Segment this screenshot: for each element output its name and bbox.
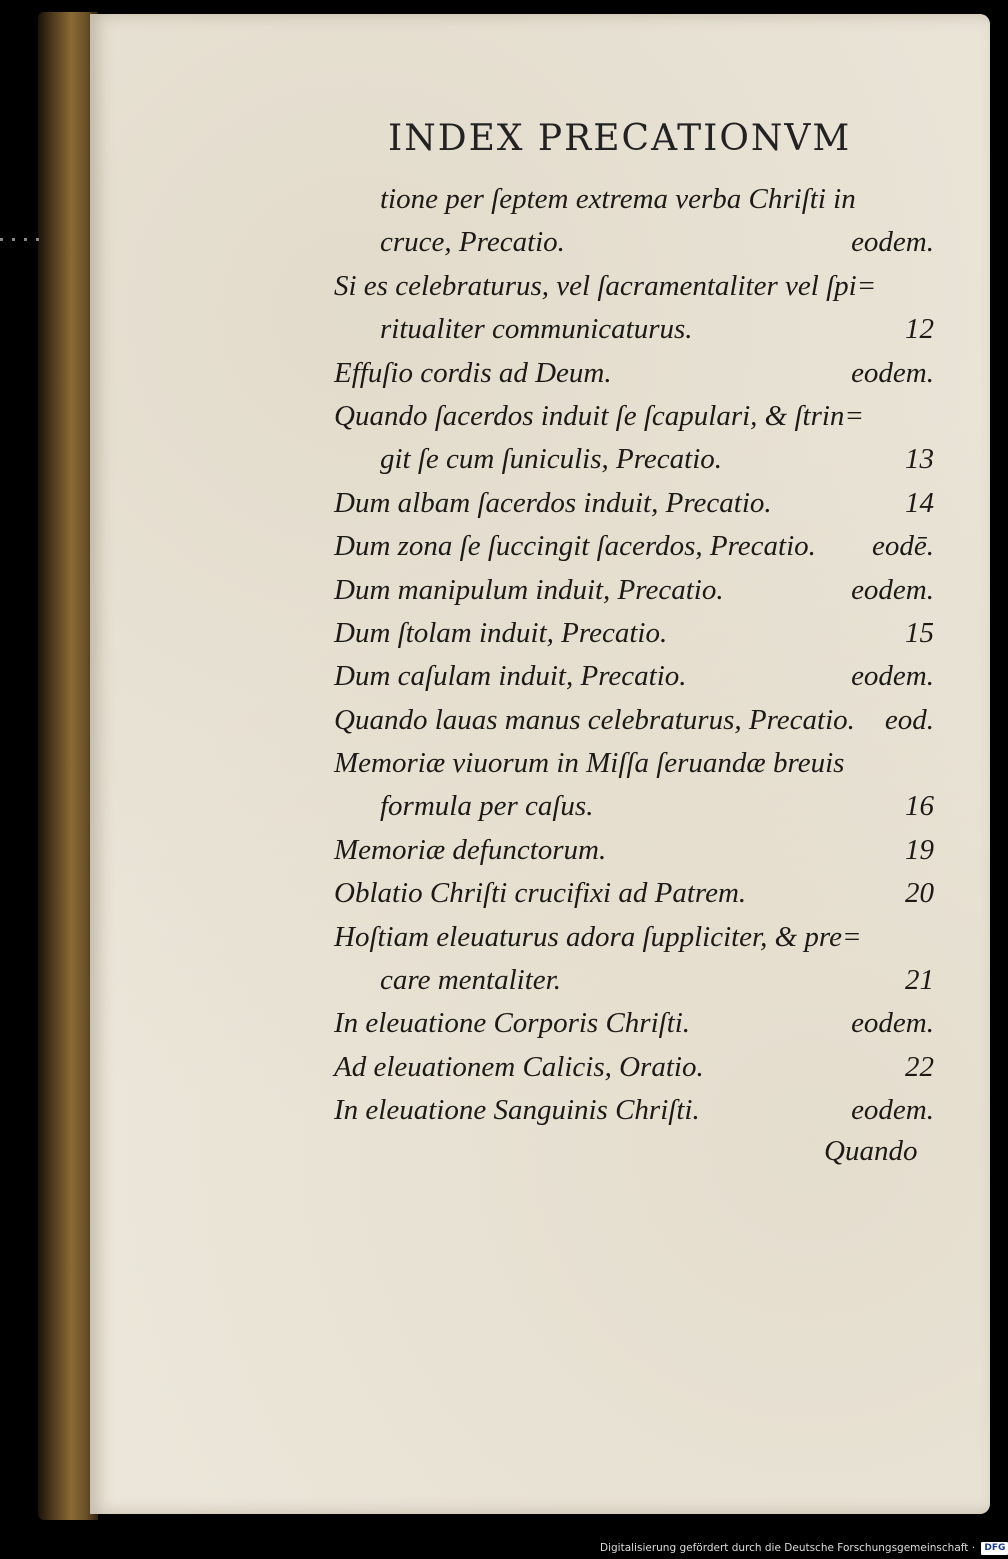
index-entries bbox=[334, 178, 934, 1133]
index-entry bbox=[334, 699, 934, 742]
entry-page: 12 bbox=[905, 313, 934, 346]
scan-marks bbox=[0, 238, 40, 242]
entry-page: 14 bbox=[905, 486, 934, 519]
entry-text: Dum caſulam induit, Precatio. bbox=[334, 660, 687, 693]
entry-text: tione per ſeptem extrema verba Chriſti in bbox=[380, 183, 856, 215]
digitization-footer bbox=[600, 1538, 1006, 1559]
index-entry bbox=[334, 525, 934, 568]
entry-text: care mentaliter. bbox=[380, 964, 561, 997]
index-entry bbox=[334, 308, 934, 351]
entry-text: Quando lauas manus celebraturus, Precatio. bbox=[334, 703, 855, 736]
entry-page: 15 bbox=[905, 616, 934, 649]
entry-text: Ad eleuationem Calicis, Oratio. bbox=[334, 1050, 704, 1083]
entry-text: In eleuatione Corporis Chriſti. bbox=[334, 1007, 691, 1040]
entry-page: eodem. bbox=[851, 573, 934, 606]
entry-text: cruce, Precatio. bbox=[380, 226, 565, 259]
entry-text: Dum ſtolam induit, Precatio. bbox=[334, 616, 668, 649]
entry-text: formula per caſus. bbox=[380, 790, 594, 823]
entry-text: Hoſtiam eleuaturus adora ſuppliciter, & pre= bbox=[334, 920, 862, 953]
index-entry bbox=[334, 872, 934, 915]
entry-text: Quando ſacerdos induit ſe ſcapulari, & ſtrin= bbox=[334, 399, 865, 432]
index-entry bbox=[334, 916, 934, 959]
index-entry bbox=[334, 612, 934, 655]
index-entry bbox=[334, 395, 934, 438]
dfg-logo: DFG bbox=[981, 1542, 1008, 1555]
index-entry bbox=[334, 1002, 934, 1045]
entry-text: Si es celebraturus, vel ſacramentaliter vel ſpi= bbox=[334, 269, 877, 302]
entry-text: Dum zona ſe ſuccingit ſacerdos, Precatio. bbox=[334, 530, 816, 563]
index-entry bbox=[334, 438, 934, 481]
entry-page: 13 bbox=[905, 443, 934, 476]
entry-text: git ſe cum ſuniculis, Precatio. bbox=[380, 443, 723, 476]
index-entry bbox=[334, 178, 934, 221]
entry-text: Dum albam ſacerdos induit, Precatio. bbox=[334, 486, 772, 519]
catchword: Quando bbox=[824, 1135, 918, 1167]
entry-page: 19 bbox=[905, 833, 934, 866]
entry-page: 21 bbox=[905, 964, 934, 997]
index-entry bbox=[334, 785, 934, 828]
entry-text: Memoriæ viuorum in Miſſa ſeruandæ breuis bbox=[334, 747, 845, 780]
index-entry bbox=[334, 829, 934, 872]
entry-text: Effuſio cordis ad Deum. bbox=[334, 356, 612, 389]
book-spine bbox=[38, 12, 98, 1520]
entry-text: Oblatio Chriſti crucifixi ad Patrem. bbox=[334, 877, 747, 910]
entry-page: 16 bbox=[905, 790, 934, 823]
index-entry bbox=[334, 1089, 934, 1132]
index-entry bbox=[334, 221, 934, 264]
entry-page: 22 bbox=[905, 1050, 934, 1083]
entry-page: eodem. bbox=[851, 1094, 934, 1127]
entry-text: Memoriæ defunctorum. bbox=[334, 833, 607, 866]
index-entry bbox=[334, 352, 934, 395]
index-entry bbox=[334, 1046, 934, 1089]
entry-page: eodem. bbox=[851, 356, 934, 389]
entry-text: ritualiter communicaturus. bbox=[380, 313, 693, 346]
entry-page: eodem. bbox=[851, 226, 934, 259]
entry-text: Dum manipulum induit, Precatio. bbox=[334, 573, 724, 606]
entry-page: eodē. bbox=[872, 530, 934, 563]
index-entry bbox=[334, 655, 934, 698]
index-entry bbox=[334, 959, 934, 1002]
index-entry bbox=[334, 482, 934, 525]
entry-page: eodem. bbox=[851, 660, 934, 693]
entry-page: eod. bbox=[884, 703, 934, 736]
entry-page: eodem. bbox=[851, 1007, 934, 1040]
entry-text: In eleuatione Sanguinis Chriſti. bbox=[334, 1094, 700, 1127]
index-entry bbox=[334, 265, 934, 308]
index-entry bbox=[334, 742, 934, 785]
index-entry bbox=[334, 569, 934, 612]
page-header: INDEX PRECATIONVM bbox=[388, 118, 852, 159]
entry-page: 20 bbox=[905, 877, 934, 910]
footer-text: Digitalisierung gefördert durch die Deutsche Forschungsgemeinschaft · bbox=[600, 1542, 976, 1554]
